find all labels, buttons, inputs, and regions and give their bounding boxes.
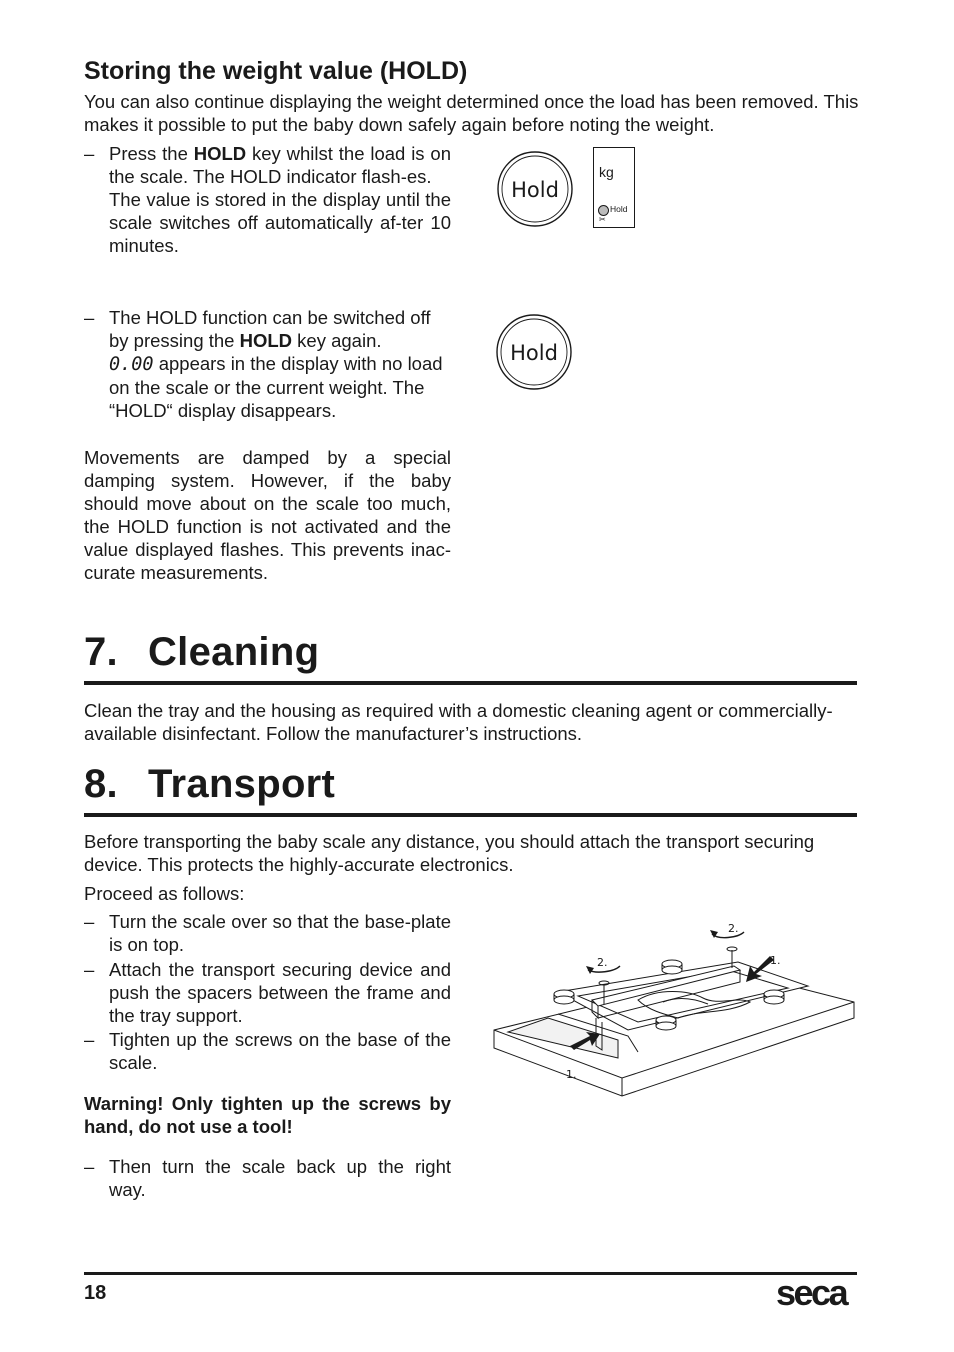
- bullet-dash: –: [84, 1029, 95, 1050]
- hold-step-press-note: The value is stored in the display until the scale switches off automatically af-ter 10 minutes.: [109, 189, 451, 256]
- zero-display-value: 0.00: [109, 354, 154, 375]
- hold-step-switch-off-pre: The HOLD function can be switched off by pressing the: [109, 307, 431, 351]
- hold-button-icon: [495, 313, 573, 391]
- section-heading-hold: Storing the weight value (HOLD): [84, 57, 468, 85]
- cleaning-paragraph: Clean the tray and the housing as required with a domestic cleaning agent or commercially-available disinfectant. Follow the manufacturer’s instructions.: [84, 700, 833, 744]
- bullet-dash: –: [84, 143, 95, 164]
- bullet-dash: –: [84, 959, 95, 980]
- hold-button-label: Hold: [511, 178, 559, 202]
- hold-step-switch-off-post2: appears in the display with no load on the scale or the current weight. The “HOLD“ display disappears.: [109, 353, 443, 421]
- section-number: 7.: [84, 630, 118, 674]
- section-heading-cleaning: [84, 630, 319, 675]
- bullet-dash: –: [84, 1156, 95, 1177]
- bullet-dash: –: [84, 911, 95, 932]
- hold-key-name: HOLD: [239, 330, 293, 351]
- section-title: Cleaning: [148, 630, 320, 674]
- hold-step-switch-off-post: key again.: [292, 330, 382, 351]
- section-divider: [84, 813, 857, 817]
- seca-logo: seca: [776, 1272, 847, 1313]
- display-panel-icon: [593, 147, 635, 228]
- hold-key-name: HOLD: [193, 143, 247, 164]
- hold-button-icon: [496, 150, 574, 228]
- section-title: Transport: [148, 762, 336, 806]
- transport-final-step-text: Then turn the scale back up the right way.: [109, 1156, 451, 1200]
- scissors-icon: ✂: [599, 215, 606, 224]
- hold-step-press-post: key whilst the load is on the scale. The HOLD indicator flash-es.: [109, 143, 451, 187]
- footer-divider: [84, 1272, 857, 1275]
- transport-step-text: Turn the scale over so that the base-plate is on top.: [109, 911, 451, 955]
- section-heading-transport: [84, 762, 335, 807]
- damping-paragraph: Movements are damped by a special damping system. However, if the baby should move about on the scale too much, the HOLD function is not activated and the value displayed flashes. This prevents inac-curate measurements.: [84, 447, 451, 583]
- figure-label-rotate: 2.: [728, 922, 739, 935]
- hold-step-press-pre: Press the: [109, 143, 194, 164]
- transport-warning: Warning! Only tighten up the screws by hand, do not use a tool!: [84, 1093, 451, 1137]
- figure-label-rotate: 2.: [597, 956, 608, 969]
- figure-label-push: 1.: [770, 954, 781, 967]
- section-number: 8.: [84, 762, 118, 806]
- bullet-dash: –: [84, 307, 95, 328]
- figure-label-push: 1.: [566, 1068, 577, 1081]
- transport-intro-paragraph: Before transporting the baby scale any distance, you should attach the transport securing device. This protects the highly-accurate electronics.: [84, 831, 815, 875]
- hold-button-label: Hold: [510, 341, 558, 365]
- page-number: 18: [84, 1282, 107, 1304]
- display-unit-label: kg: [599, 164, 614, 180]
- display-hold-indicator-label: Hold: [610, 204, 628, 214]
- section-divider: [84, 681, 857, 685]
- transport-proceed-text: Proceed as follows:: [84, 883, 245, 904]
- hold-intro-paragraph: You can also continue displaying the weight determined once the load has been removed. This makes it possible to put the baby down safely again before noting the weight.: [84, 91, 859, 135]
- transport-securing-illustration: [488, 918, 860, 1100]
- transport-step-text: Attach the transport securing device and push the spacers between the frame and the tray support.: [109, 959, 451, 1026]
- transport-step-text: Tighten up the screws on the base of the scale.: [109, 1029, 451, 1073]
